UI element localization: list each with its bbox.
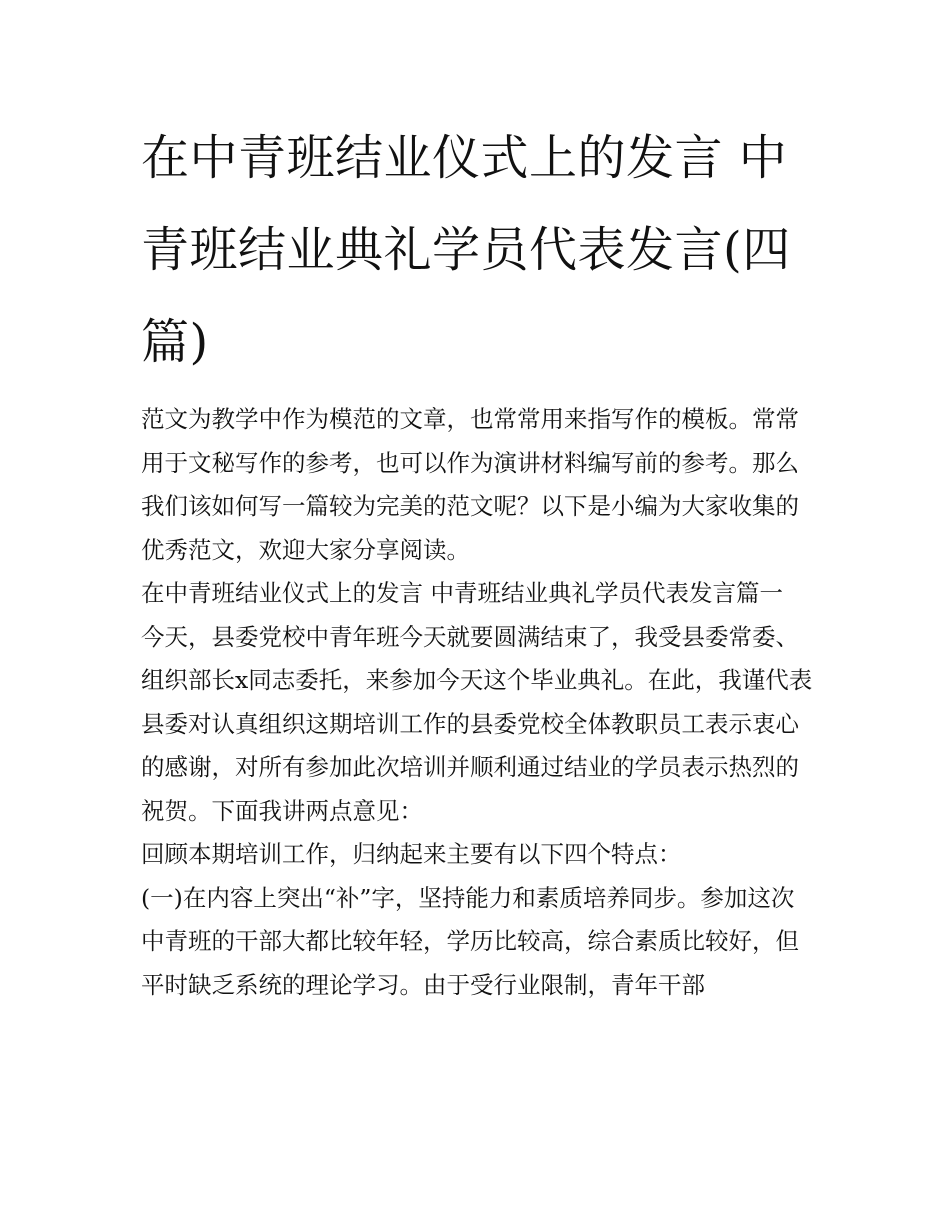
document-content (141, 112, 813, 1007)
section-heading: 在中青班结业仪式上的发言 中青班结业典礼学员代表发言篇一 (141, 579, 783, 607)
paragraph-point-one: (一)在内容上突出“补”字，坚持能力和素质培养同步。参加这次中青班的干部大都比较年轻，学历比较高，综合素质比较好，但平时缺乏系统的理论学习。由于受行业限制，青年干部 (141, 883, 799, 999)
document-title: 在中青班结业仪式上的发言 中青班结业典礼学员代表发言(四篇) (141, 130, 791, 370)
paragraph-opening: 今天，县委党校中青年班今天就要圆满结束了，我受县委常委、组织部长x同志委托，来参加今天这个毕业典礼。在此，我谨代表县委对认真组织这期培训工作的县委党校全体教职员工表示衷心的感谢，对所有参加此次培训并顺利通过结业的学员表示热烈的祝贺。下面我讲两点意见： (141, 622, 813, 825)
document-body (141, 398, 813, 1007)
paragraph-intro: 范文为教学中作为模范的文章，也常常用来指写作的模板。常常用于文秘写作的参考，也可以作为演讲材料编写前的参考。那么我们该如何写一篇较为完美的范文呢？以下是小编为大家收集的优秀范文，欢迎大家分享阅读。 (141, 405, 799, 564)
paragraph-review: 回顾本期培训工作，归纳起来主要有以下四个特点： (141, 840, 682, 868)
